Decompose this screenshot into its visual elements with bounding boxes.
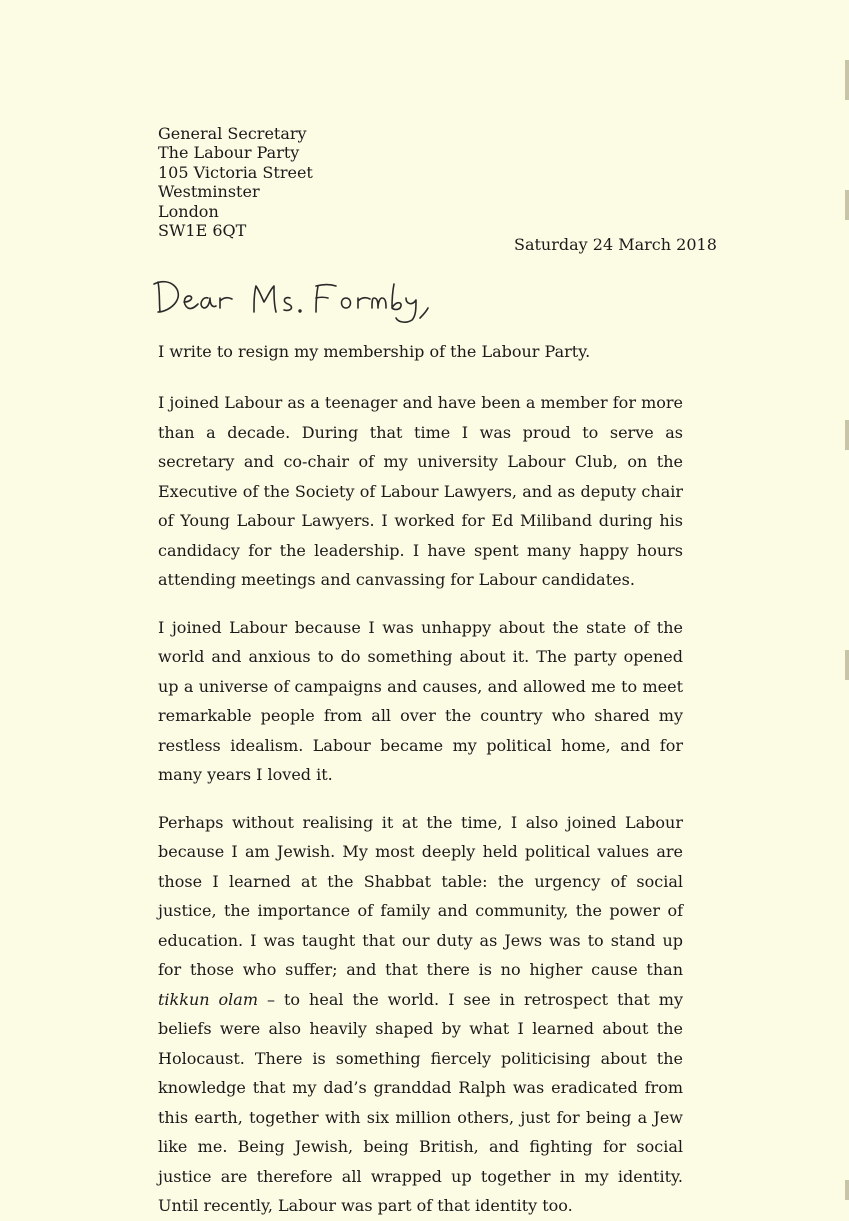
paragraph: I write to resign my membership of the Labour Party. [158,342,591,361]
scan-edge-mark [845,190,849,220]
handwritten-salutation [150,268,440,328]
letter-body [158,342,683,1221]
paragraph: I joined Labour because I was unhappy about the state of the world and anxious to do something about it. The party opened up a universe of campaigns and causes, and allowed me to meet remarkable people from all over the country who shared my restless idealism. Labour became my political home, and for many years I loved it. [158,617,683,784]
scan-edge-mark [845,650,849,680]
paragraph-text: Perhaps without realising it at the time, I also joined Labour because I am Jewish. My most deeply held political values are those I learned at the Shabbat table: the urgency of social justice, the importance of family and community, the power of education. I was taught that our duty as Jews was to stand up for those who suffer; and that there is no higher cause than [158,812,683,979]
recipient-address [158,124,313,240]
address-line: London [158,201,219,221]
paragraph [158,808,683,1221]
paragraph-text: – to heal the world. I see in retrospect that my beliefs were also heavily shaped by what I learned about the Holocaust. There is something fiercely politicising about the knowledge that my dad’s granddad Ralph was eradicated from this earth, together with six million others, just for being a Jew like me. Being Jewish, being British, and fighting for social justice are therefore all wrapped up together in my identity. Until recently, Labour was part of that identity too. [158,989,684,1215]
scan-edge-mark [845,60,849,100]
address-line: General Secretary [158,124,307,143]
address-line: Westminster [158,182,260,202]
address-line: SW1E 6QT [158,221,247,241]
address-line: The Labour Party [158,143,300,163]
letter-date: Saturday 24 March 2018 [514,235,717,254]
paragraph: I joined Labour as a teenager and have been a member for more than a decade. During that time I was proud to serve as secretary and co-chair of my university Labour Club, on the Executive of the Society of Labour Lawyers, and as deputy chair of Young Labour Lawyers. I worked for Ed Miliband during his candidacy for the leadership. I have spent many happy hours attending meetings and canvassing for Labour candidates. [158,393,683,589]
scan-edge-mark [845,420,849,450]
address-line: 105 Victoria Street [158,162,313,182]
scan-edge-mark [845,1180,849,1200]
italic-term: tikkun olam [158,989,259,1009]
